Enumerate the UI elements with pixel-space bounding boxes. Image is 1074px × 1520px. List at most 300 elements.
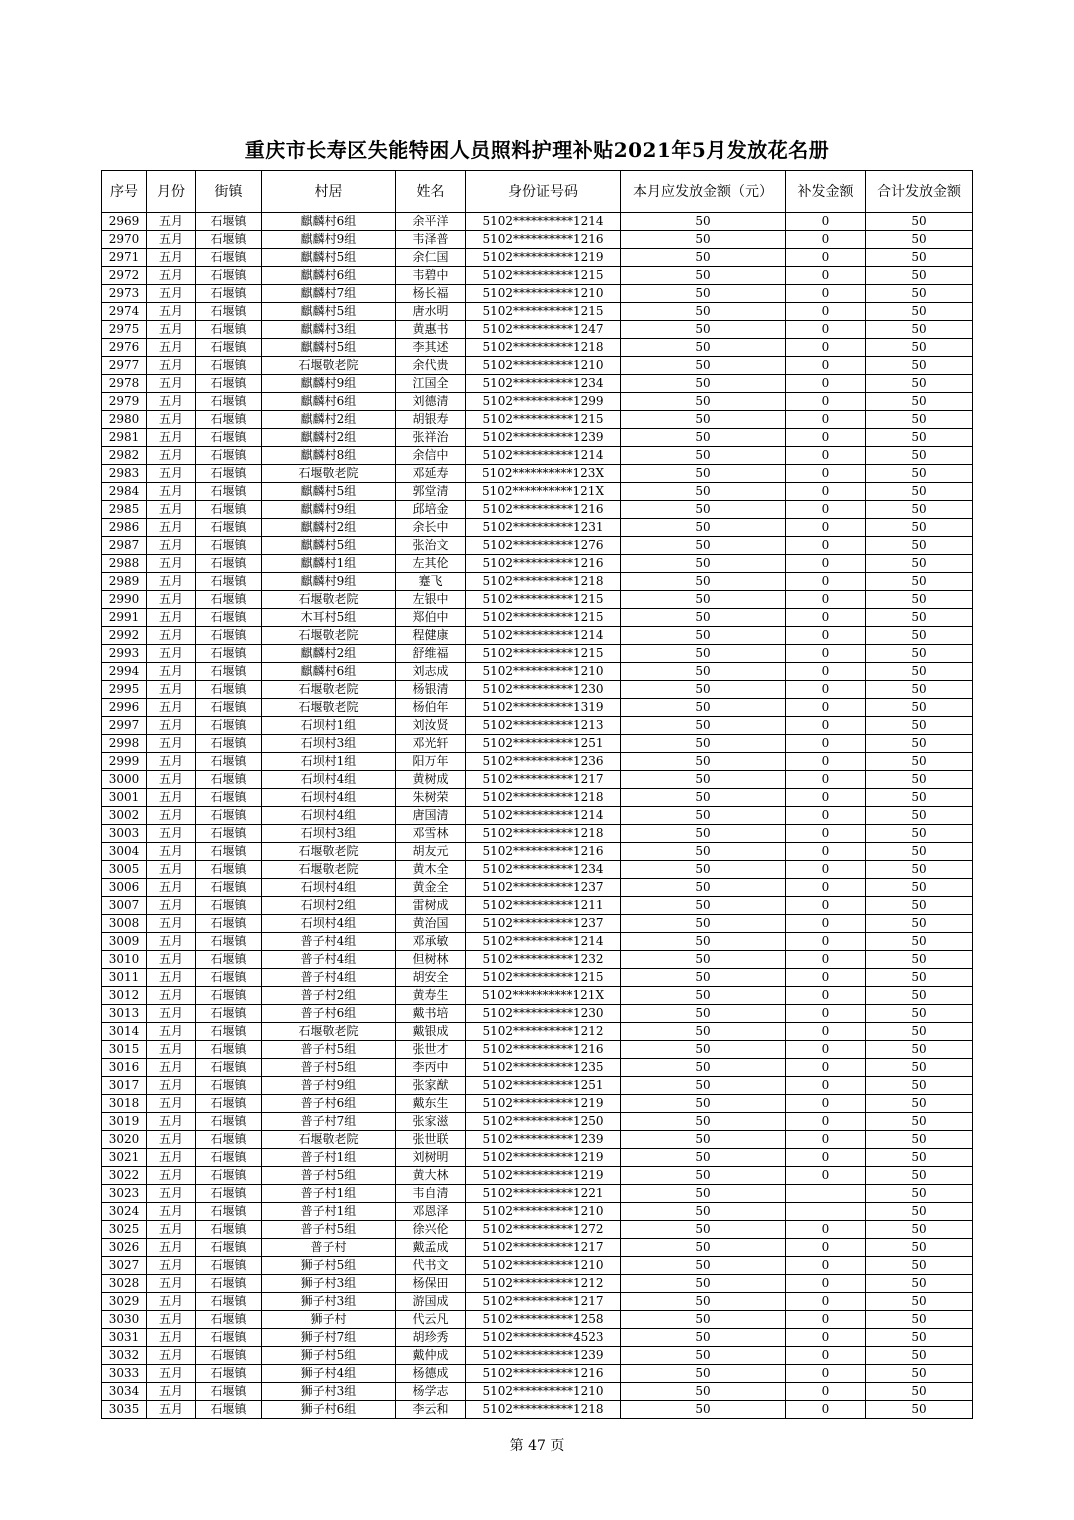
cell-total: 50: [866, 303, 973, 321]
table-row: [102, 411, 973, 429]
cell-town: 石堰镇: [196, 1275, 262, 1293]
cell-serial: 2971: [102, 249, 147, 267]
cell-serial: 3013: [102, 1005, 147, 1023]
cell-village: 石堰敬老院: [262, 357, 396, 375]
table-row: [102, 267, 973, 285]
table-row: [102, 285, 973, 303]
cell-town: 石堰镇: [196, 1257, 262, 1275]
cell-serial: 3023: [102, 1185, 147, 1203]
cell-amount-due: 50: [621, 1275, 786, 1293]
cell-supplement: 0: [786, 735, 866, 753]
cell-name: 余长中: [396, 519, 466, 537]
table-row: [102, 825, 973, 843]
cell-name: 邓雪林: [396, 825, 466, 843]
cell-village: 石堰敬老院: [262, 465, 396, 483]
cell-town: 石堰镇: [196, 627, 262, 645]
cell-name: 戴银成: [396, 1023, 466, 1041]
header-supplement: 补发金额: [786, 171, 866, 213]
cell-town: 石堰镇: [196, 1365, 262, 1383]
table-row: [102, 1041, 973, 1059]
cell-total: 50: [866, 1257, 973, 1275]
cell-total: 50: [866, 699, 973, 717]
cell-supplement: 0: [786, 1095, 866, 1113]
cell-supplement: 0: [786, 591, 866, 609]
cell-supplement: 0: [786, 789, 866, 807]
cell-town: 石堰镇: [196, 303, 262, 321]
cell-id-number: 5102**********1210: [466, 357, 621, 375]
cell-month: 五月: [147, 1221, 196, 1239]
table-row: [102, 1275, 973, 1293]
cell-town: 石堰镇: [196, 357, 262, 375]
cell-amount-due: 50: [621, 987, 786, 1005]
cell-id-number: 5102**********1218: [466, 825, 621, 843]
cell-name: 左银中: [396, 591, 466, 609]
cell-village: 石坝村4组: [262, 789, 396, 807]
cell-total: 50: [866, 1131, 973, 1149]
cell-serial: 3009: [102, 933, 147, 951]
cell-month: 五月: [147, 753, 196, 771]
cell-id-number: 5102**********1219: [466, 1149, 621, 1167]
cell-total: 50: [866, 1275, 973, 1293]
cell-amount-due: 50: [621, 753, 786, 771]
cell-month: 五月: [147, 681, 196, 699]
cell-village: 普子村5组: [262, 1167, 396, 1185]
cell-total: 50: [866, 1077, 973, 1095]
cell-supplement: 0: [786, 357, 866, 375]
cell-village: 普子村4组: [262, 951, 396, 969]
cell-amount-due: 50: [621, 267, 786, 285]
cell-village: 麒麟村5组: [262, 249, 396, 267]
cell-name: 刘汝贤: [396, 717, 466, 735]
cell-total: 50: [866, 1401, 973, 1419]
cell-name: 黄治国: [396, 915, 466, 933]
cell-total: 50: [866, 825, 973, 843]
cell-id-number: 5102**********1239: [466, 1131, 621, 1149]
table-row: [102, 681, 973, 699]
table-row: [102, 663, 973, 681]
cell-id-number: 5102**********1214: [466, 447, 621, 465]
cell-month: 五月: [147, 1095, 196, 1113]
cell-amount-due: 50: [621, 879, 786, 897]
table-row: [102, 933, 973, 951]
cell-name: 刘树明: [396, 1149, 466, 1167]
cell-supplement: 0: [786, 1131, 866, 1149]
cell-serial: 2986: [102, 519, 147, 537]
cell-town: 石堰镇: [196, 969, 262, 987]
table-row: [102, 375, 973, 393]
cell-name: 韦自清: [396, 1185, 466, 1203]
cell-supplement: 0: [786, 897, 866, 915]
cell-month: 五月: [147, 429, 196, 447]
cell-village: 石坝村4组: [262, 915, 396, 933]
cell-total: 50: [866, 1167, 973, 1185]
cell-town: 石堰镇: [196, 1347, 262, 1365]
cell-supplement: 0: [786, 807, 866, 825]
cell-town: 石堰镇: [196, 645, 262, 663]
cell-month: 五月: [147, 825, 196, 843]
table-row: [102, 861, 973, 879]
cell-town: 石堰镇: [196, 825, 262, 843]
cell-id-number: 5102**********1235: [466, 1059, 621, 1077]
cell-month: 五月: [147, 591, 196, 609]
cell-supplement: 0: [786, 1005, 866, 1023]
cell-supplement: 0: [786, 861, 866, 879]
cell-total: 50: [866, 285, 973, 303]
cell-id-number: 5102**********1234: [466, 861, 621, 879]
cell-amount-due: 50: [621, 825, 786, 843]
cell-town: 石堰镇: [196, 1095, 262, 1113]
cell-name: 杨学志: [396, 1383, 466, 1401]
cell-amount-due: 50: [621, 663, 786, 681]
cell-amount-due: 50: [621, 1311, 786, 1329]
cell-serial: 2983: [102, 465, 147, 483]
cell-total: 50: [866, 591, 973, 609]
cell-amount-due: 50: [621, 537, 786, 555]
table-row: [102, 1293, 973, 1311]
cell-village: 麒麟村9组: [262, 501, 396, 519]
cell-id-number: 5102**********1216: [466, 843, 621, 861]
cell-amount-due: 50: [621, 429, 786, 447]
cell-month: 五月: [147, 519, 196, 537]
cell-name: 程健康: [396, 627, 466, 645]
cell-name: 邓延寿: [396, 465, 466, 483]
cell-id-number: 5102**********1218: [466, 339, 621, 357]
cell-id-number: 5102**********1232: [466, 951, 621, 969]
cell-name: 蹇飞: [396, 573, 466, 591]
cell-supplement: 0: [786, 447, 866, 465]
cell-name: 代书文: [396, 1257, 466, 1275]
cell-village: 普子村: [262, 1239, 396, 1257]
cell-name: 胡珍秀: [396, 1329, 466, 1347]
cell-supplement: 0: [786, 1239, 866, 1257]
table-row: [102, 951, 973, 969]
cell-id-number: 5102**********1215: [466, 303, 621, 321]
cell-total: 50: [866, 393, 973, 411]
cell-total: 50: [866, 1059, 973, 1077]
cell-month: 五月: [147, 1167, 196, 1185]
cell-supplement: 0: [786, 285, 866, 303]
cell-id-number: 5102**********1230: [466, 681, 621, 699]
cell-serial: 3032: [102, 1347, 147, 1365]
cell-supplement: 0: [786, 843, 866, 861]
cell-total: 50: [866, 1041, 973, 1059]
cell-town: 石堰镇: [196, 393, 262, 411]
cell-serial: 2997: [102, 717, 147, 735]
cell-serial: 2996: [102, 699, 147, 717]
table-body: [102, 213, 973, 1419]
cell-supplement: 0: [786, 951, 866, 969]
table-row: [102, 1221, 973, 1239]
cell-supplement: 0: [786, 321, 866, 339]
table-row: [102, 1023, 973, 1041]
cell-id-number: 5102**********1210: [466, 663, 621, 681]
cell-village: 麒麟村9组: [262, 231, 396, 249]
cell-total: 50: [866, 573, 973, 591]
cell-total: 50: [866, 735, 973, 753]
cell-name: 徐兴伦: [396, 1221, 466, 1239]
cell-amount-due: 50: [621, 249, 786, 267]
cell-serial: 2989: [102, 573, 147, 591]
cell-total: 50: [866, 753, 973, 771]
cell-supplement: 0: [786, 249, 866, 267]
cell-town: 石堰镇: [196, 1059, 262, 1077]
table-row: [102, 1347, 973, 1365]
cell-serial: 2980: [102, 411, 147, 429]
cell-id-number: 5102**********1211: [466, 897, 621, 915]
cell-id-number: 5102**********1221: [466, 1185, 621, 1203]
cell-total: 50: [866, 663, 973, 681]
cell-town: 石堰镇: [196, 447, 262, 465]
cell-village: 石坝村3组: [262, 735, 396, 753]
cell-serial: 3007: [102, 897, 147, 915]
cell-name: 戴东生: [396, 1095, 466, 1113]
cell-id-number: 5102**********4523: [466, 1329, 621, 1347]
cell-id-number: 5102**********1251: [466, 1077, 621, 1095]
cell-id-number: 5102**********1217: [466, 1239, 621, 1257]
cell-town: 石堰镇: [196, 861, 262, 879]
cell-village: 麒麟村5组: [262, 483, 396, 501]
cell-total: 50: [866, 429, 973, 447]
cell-serial: 2991: [102, 609, 147, 627]
cell-supplement: [786, 1203, 866, 1221]
cell-month: 五月: [147, 249, 196, 267]
table-row: [102, 645, 973, 663]
table-row: [102, 1383, 973, 1401]
cell-month: 五月: [147, 1077, 196, 1095]
cell-total: 50: [866, 213, 973, 231]
cell-month: 五月: [147, 267, 196, 285]
cell-name: 李云和: [396, 1401, 466, 1419]
cell-total: 50: [866, 879, 973, 897]
cell-town: 石堰镇: [196, 717, 262, 735]
cell-village: 石堰敬老院: [262, 1131, 396, 1149]
cell-supplement: 0: [786, 753, 866, 771]
cell-supplement: 0: [786, 1149, 866, 1167]
cell-amount-due: 50: [621, 933, 786, 951]
cell-serial: 3019: [102, 1113, 147, 1131]
cell-serial: 3029: [102, 1293, 147, 1311]
cell-id-number: 5102**********1214: [466, 933, 621, 951]
cell-serial: 2981: [102, 429, 147, 447]
cell-month: 五月: [147, 951, 196, 969]
cell-total: 50: [866, 1023, 973, 1041]
cell-amount-due: 50: [621, 231, 786, 249]
cell-name: 邓恩泽: [396, 1203, 466, 1221]
cell-supplement: 0: [786, 1167, 866, 1185]
cell-town: 石堰镇: [196, 519, 262, 537]
table-row: [102, 429, 973, 447]
cell-month: 五月: [147, 1185, 196, 1203]
cell-village: 麒麟村5组: [262, 537, 396, 555]
cell-month: 五月: [147, 321, 196, 339]
cell-supplement: 0: [786, 1329, 866, 1347]
cell-month: 五月: [147, 609, 196, 627]
cell-supplement: 0: [786, 1077, 866, 1095]
cell-village: 狮子村5组: [262, 1347, 396, 1365]
cell-total: 50: [866, 1095, 973, 1113]
cell-id-number: 5102**********1216: [466, 501, 621, 519]
cell-serial: 3011: [102, 969, 147, 987]
cell-id-number: 5102**********1210: [466, 1257, 621, 1275]
cell-name: 朱树荣: [396, 789, 466, 807]
cell-serial: 2974: [102, 303, 147, 321]
cell-amount-due: 50: [621, 1149, 786, 1167]
cell-amount-due: 50: [621, 357, 786, 375]
cell-id-number: 5102**********1250: [466, 1113, 621, 1131]
cell-town: 石堰镇: [196, 933, 262, 951]
cell-serial: 3014: [102, 1023, 147, 1041]
cell-supplement: 0: [786, 933, 866, 951]
cell-total: 50: [866, 1293, 973, 1311]
cell-name: 唐水明: [396, 303, 466, 321]
cell-serial: 2984: [102, 483, 147, 501]
cell-total: 50: [866, 1113, 973, 1131]
cell-month: 五月: [147, 339, 196, 357]
cell-serial: 3031: [102, 1329, 147, 1347]
cell-town: 石堰镇: [196, 1005, 262, 1023]
cell-month: 五月: [147, 1275, 196, 1293]
cell-town: 石堰镇: [196, 285, 262, 303]
cell-serial: 2973: [102, 285, 147, 303]
cell-total: 50: [866, 447, 973, 465]
cell-id-number: 5102**********1218: [466, 573, 621, 591]
cell-id-number: 5102**********1216: [466, 555, 621, 573]
cell-supplement: 0: [786, 339, 866, 357]
cell-month: 五月: [147, 1041, 196, 1059]
cell-village: 麒麟村7组: [262, 285, 396, 303]
cell-village: 麒麟村8组: [262, 447, 396, 465]
cell-serial: 3006: [102, 879, 147, 897]
header-name: 姓名: [396, 171, 466, 213]
cell-id-number: 5102**********1216: [466, 231, 621, 249]
cell-town: 石堰镇: [196, 483, 262, 501]
cell-total: 50: [866, 915, 973, 933]
cell-id-number: 5102**********1218: [466, 1401, 621, 1419]
table-row: [102, 1095, 973, 1113]
cell-village: 麒麟村6组: [262, 663, 396, 681]
cell-name: 杨保田: [396, 1275, 466, 1293]
cell-amount-due: 50: [621, 1113, 786, 1131]
header-id-number: 身份证号码: [466, 171, 621, 213]
cell-name: 黄木全: [396, 861, 466, 879]
cell-serial: 3034: [102, 1383, 147, 1401]
cell-total: 50: [866, 411, 973, 429]
cell-amount-due: 50: [621, 393, 786, 411]
cell-amount-due: 50: [621, 1077, 786, 1095]
cell-town: 石堰镇: [196, 1041, 262, 1059]
cell-name: 戴书培: [396, 1005, 466, 1023]
cell-serial: 2979: [102, 393, 147, 411]
page-title: 重庆市长寿区失能特困人员照料护理补贴2021年5月发放花名册: [244, 138, 830, 162]
cell-village: 麒麟村6组: [262, 267, 396, 285]
cell-serial: 2987: [102, 537, 147, 555]
cell-month: 五月: [147, 375, 196, 393]
cell-village: 普子村6组: [262, 1005, 396, 1023]
cell-village: 木耳村5组: [262, 609, 396, 627]
cell-id-number: 5102**********121X: [466, 483, 621, 501]
table-row: [102, 321, 973, 339]
table-row: [102, 1257, 973, 1275]
cell-amount-due: 50: [621, 1095, 786, 1113]
cell-total: 50: [866, 1383, 973, 1401]
cell-amount-due: 50: [621, 807, 786, 825]
cell-total: 50: [866, 681, 973, 699]
cell-village: 普子村1组: [262, 1203, 396, 1221]
cell-serial: 3033: [102, 1365, 147, 1383]
cell-month: 五月: [147, 771, 196, 789]
cell-name: 但树林: [396, 951, 466, 969]
cell-id-number: 5102**********1236: [466, 753, 621, 771]
cell-month: 五月: [147, 1131, 196, 1149]
cell-id-number: 5102**********1210: [466, 1203, 621, 1221]
cell-supplement: 0: [786, 663, 866, 681]
cell-amount-due: 50: [621, 1347, 786, 1365]
cell-amount-due: 50: [621, 591, 786, 609]
cell-month: 五月: [147, 303, 196, 321]
cell-id-number: 5102**********1217: [466, 771, 621, 789]
cell-month: 五月: [147, 843, 196, 861]
table-row: [102, 969, 973, 987]
cell-village: 普子村1组: [262, 1185, 396, 1203]
cell-town: 石堰镇: [196, 1383, 262, 1401]
cell-supplement: 0: [786, 267, 866, 285]
cell-total: 50: [866, 483, 973, 501]
cell-supplement: 0: [786, 555, 866, 573]
cell-supplement: 0: [786, 609, 866, 627]
table-row: [102, 1329, 973, 1347]
cell-town: 石堰镇: [196, 375, 262, 393]
cell-town: 石堰镇: [196, 699, 262, 717]
cell-total: 50: [866, 1185, 973, 1203]
cell-name: 黄金全: [396, 879, 466, 897]
cell-serial: 3015: [102, 1041, 147, 1059]
cell-village: 石坝村4组: [262, 879, 396, 897]
cell-month: 五月: [147, 1401, 196, 1419]
cell-village: 麒麟村6组: [262, 393, 396, 411]
table-row: [102, 1149, 973, 1167]
cell-serial: 2972: [102, 267, 147, 285]
cell-village: 麒麟村2组: [262, 519, 396, 537]
cell-village: 石坝村2组: [262, 897, 396, 915]
cell-total: 50: [866, 357, 973, 375]
cell-serial: 3016: [102, 1059, 147, 1077]
cell-town: 石堰镇: [196, 1239, 262, 1257]
cell-supplement: 0: [786, 717, 866, 735]
cell-supplement: 0: [786, 375, 866, 393]
cell-id-number: 5102**********1237: [466, 879, 621, 897]
cell-serial: 3001: [102, 789, 147, 807]
cell-amount-due: 50: [621, 1293, 786, 1311]
cell-serial: 2985: [102, 501, 147, 519]
cell-name: 韦泽普: [396, 231, 466, 249]
table-row: [102, 1059, 973, 1077]
cell-name: 郑伯中: [396, 609, 466, 627]
cell-total: 50: [866, 537, 973, 555]
table-row: [102, 1239, 973, 1257]
cell-serial: 3020: [102, 1131, 147, 1149]
cell-name: 张世联: [396, 1131, 466, 1149]
cell-town: 石堰镇: [196, 663, 262, 681]
cell-name: 邓光轩: [396, 735, 466, 753]
table-row: [102, 447, 973, 465]
cell-serial: 2970: [102, 231, 147, 249]
cell-village: 石堰敬老院: [262, 861, 396, 879]
cell-amount-due: 50: [621, 321, 786, 339]
cell-supplement: 0: [786, 303, 866, 321]
cell-name: 阳万年: [396, 753, 466, 771]
cell-serial: 2975: [102, 321, 147, 339]
cell-village: 普子村4组: [262, 969, 396, 987]
